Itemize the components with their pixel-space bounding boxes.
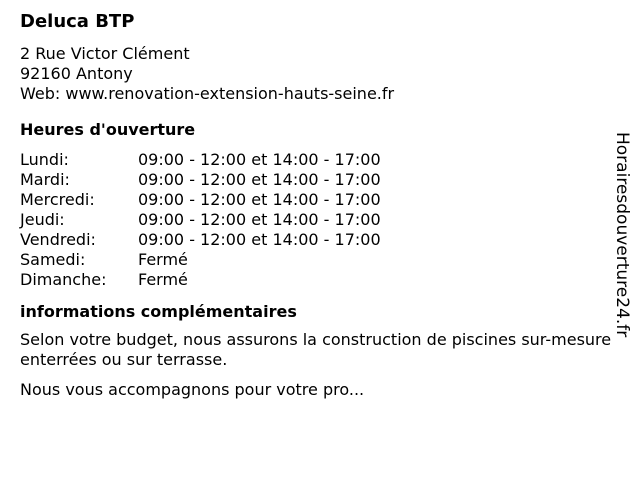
hours-row-monday xyxy=(20,150,612,170)
address-block xyxy=(20,44,612,104)
additional-info-heading: informations complémentaires xyxy=(20,302,297,321)
address-street: 2 Rue Victor Clément xyxy=(20,44,190,63)
hours-row-friday xyxy=(20,230,612,250)
hours-row-tuesday xyxy=(20,170,612,190)
hours-value: 09:00 - 12:00 et 14:00 - 17:00 xyxy=(138,170,381,189)
hours-value: Fermé xyxy=(138,250,188,269)
hours-day: Dimanche: xyxy=(20,270,107,289)
hours-value: 09:00 - 12:00 et 14:00 - 17:00 xyxy=(138,230,381,249)
opening-hours-table xyxy=(20,150,612,290)
opening-hours-heading: Heures d'ouverture xyxy=(20,120,196,139)
business-card xyxy=(20,10,612,410)
hours-value: Fermé xyxy=(138,270,188,289)
additional-info-truncated: Nous vous accompagnons pour votre pro... xyxy=(20,380,365,399)
hours-day: Samedi: xyxy=(20,250,86,269)
hours-row-saturday xyxy=(20,250,612,270)
business-name: Deluca BTP xyxy=(20,11,135,32)
hours-row-sunday xyxy=(20,270,612,290)
hours-value: 09:00 - 12:00 et 14:00 - 17:00 xyxy=(138,190,381,209)
hours-day: Jeudi: xyxy=(20,210,65,229)
hours-value: 09:00 - 12:00 et 14:00 - 17:00 xyxy=(138,150,381,169)
site-watermark: Horairesdouverture24.fr xyxy=(612,132,632,338)
address-city: 92160 Antony xyxy=(20,64,133,83)
hours-row-thursday xyxy=(20,210,612,230)
additional-info-paragraph: Selon votre budget, nous assurons la construction de piscines sur-mesure enterrées ou sur terrasse. xyxy=(20,330,612,369)
hours-day: Mercredi: xyxy=(20,190,95,209)
hours-value: 09:00 - 12:00 et 14:00 - 17:00 xyxy=(138,210,381,229)
hours-day: Vendredi: xyxy=(20,230,96,249)
hours-day: Mardi: xyxy=(20,170,70,189)
hours-day: Lundi: xyxy=(20,150,69,169)
hours-row-wednesday xyxy=(20,190,612,210)
website-line: Web: www.renovation-extension-hauts-seine.fr xyxy=(20,84,395,103)
